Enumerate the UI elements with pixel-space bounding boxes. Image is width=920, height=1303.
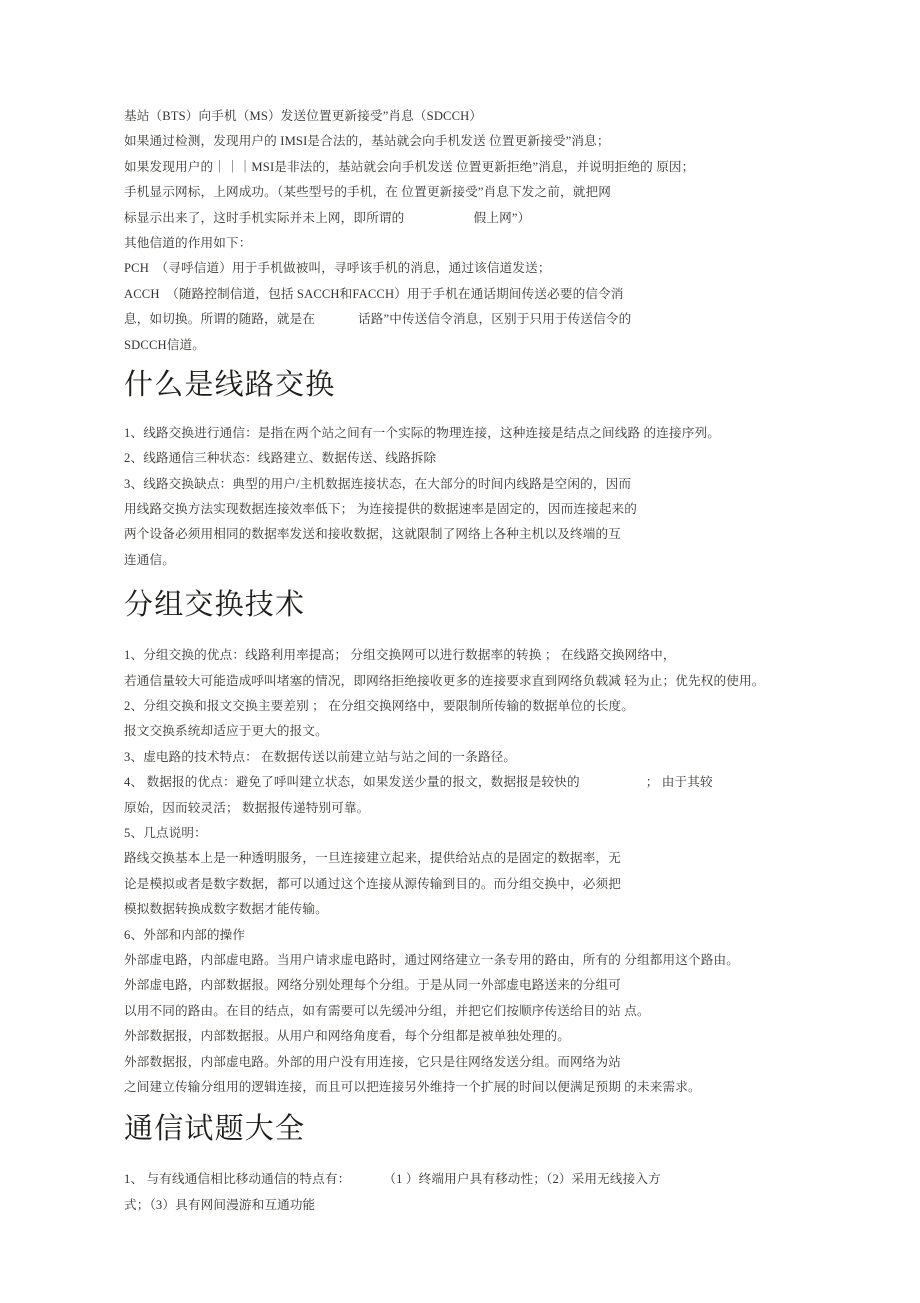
section-exam-questions-body (124, 1167, 800, 1218)
text-line: 路线交换基本上是一种透明服务，一旦连接建立起来，提供给站点的是固定的数据率，无 (124, 851, 622, 866)
text-line: 之间建立传输分组用的逻辑连接，而且可以把连接另外维持一个扩展的时间以便满足预期 的未来需求。 (124, 1079, 701, 1094)
text-line: 以用不同的路由。在目的结点，如有需要可以先缓冲分组，并把它们按顺序传送给目的站 点。 (124, 1003, 650, 1018)
text-line: 3、虚电路的技术特点： 在数据传送以前建立站与站之间的一条路径。 (124, 749, 517, 764)
text-line: 5、几点说明： (124, 825, 207, 840)
text-line: ACCH （随路控制信道，包括 SACCH和FACCH）用于手机在通话期间传送必要的信令消 (124, 286, 624, 301)
text-line: SDCCH信道。 (124, 337, 205, 352)
text-line: 若通信量较大可能造成呼叫堵塞的情况，即网络拒绝接收更多的连接要求直到网络负载减 轻为止；优先权的使用。 (124, 673, 765, 688)
text-line: 外部数据报，内部虚电路。外部的用户没有用连接，它只是往网络发送分组。而网络为站 (124, 1054, 622, 1069)
text-line: 2、线路通信三种状态：线路建立、数据传送、线路拆除 (124, 451, 437, 466)
text-line: 如果通过检测，发现用户的 IMSI是合法的，基站就会向手机发送 位置更新接受”消息； (124, 134, 610, 149)
text-line: 用线路交换方法实现数据连接效率低下； 为连接提供的数据速率是固定的，因而连接起来的 (124, 502, 638, 517)
text-line: 报文交换系统却适应于更大的报文。 (124, 724, 328, 739)
section-circuit-switching-header (124, 358, 800, 421)
text-line: 两个设备必须用相同的数据率发送和接收数据，这就限制了网络上各种主机以及终端的互 (124, 527, 622, 542)
text-line: PCH （寻呼信道）用于手机做被叫，寻呼该手机的消息，通过该信道发送； (124, 261, 551, 276)
text-line: 模拟数据转换成数字数据才能传输。 (124, 902, 328, 917)
text-line: 原始，因而较灵活； 数据报传递特别可靠。 (124, 800, 370, 815)
text-line: 论是模拟或者是数字数据，都可以通过这个连接从源传输到目的。而分组交换中，必须把 (124, 876, 622, 891)
text-line: 1、线路交换进行通信：是指在两个站之间有一个实际的物理连接，这种连接是结点之间线路 的连接序列。 (124, 425, 720, 440)
section-heading: 分组交换技术 (124, 589, 306, 622)
text-line: 1、 与有线通信相比移动通信的特点有： （1 ）终端用户具有移动性；（2）采用无线接入方 (124, 1172, 661, 1187)
document-body (124, 104, 800, 1218)
section-packet-switching-body (124, 643, 800, 1100)
text-line: 4、 数据报的优点：避免了呼叫建立状态，如果发送少量的报文，数据报是较快的 ； 由于其较 (124, 775, 713, 790)
text-line: 6、外部和内部的操作 (124, 927, 246, 942)
section-circuit-switching-body (124, 421, 800, 573)
section-heading: 通信试题大全 (124, 1113, 306, 1146)
section-exam-questions-header (124, 1100, 800, 1167)
text-line: 3、线路交换缺点：典型的用户/主机数据连接状态，在大部分的时间内线路是空闲的，因而 (124, 476, 632, 491)
section-heading: 什么是线路交换 (124, 368, 336, 401)
text-line: 其他信道的作用如下： (124, 235, 252, 250)
text-line: 2、分组交换和报文交换主要差别 ； 在分组交换网络中，要限制所传输的数据单位的长度。 (124, 699, 635, 714)
text-line: 外部数据报，内部数据报。从用户和网络角度看，每个分组都是被单独处理的。 (124, 1029, 571, 1044)
text-line: 手机显示网标，上网成功。（某些型号的手机，在 位置更新接受”肖息下发之前，就把网 (124, 185, 612, 200)
text-line: 连通信。 (124, 552, 175, 567)
text-line: 外部虚电路，内部虚电路。当用户请求虚电路时，通过网络建立一条专用的路由，所有的 分组都用这个路由。 (124, 952, 739, 967)
text-line: 外部虚电路，内部数据报。网络分别处理每个分组。于是从同一外部虚电路送来的分组可 (124, 978, 622, 993)
section-packet-switching-header (124, 573, 800, 643)
text-line: 式；（3）具有网间漫游和互通功能 (124, 1197, 316, 1212)
text-line: 如果发现用户的｜｜｜MSI是非法的，基站就会向手机发送 位置更新拒绝”消息，并说明拒绝的 原因； (124, 159, 695, 174)
text-line: 基站（BTS）向手机（MS）发送位置更新接受”肖息（SDCCH） (124, 109, 483, 123)
intro-paragraph-block (124, 104, 800, 358)
text-line: 1、分组交换的优点：线路利用率提高； 分组交换网可以进行数据率的转换 ； 在线路交换网络中， (124, 648, 676, 663)
text-line: 标显示出来了，这时手机实际并未上网，即所谓的 假上网”） (124, 210, 531, 225)
text-line: 息，如切换。所谓的随路，就是在 话路”中传送信令消息，区别于只用于传送信令的 (124, 312, 632, 327)
